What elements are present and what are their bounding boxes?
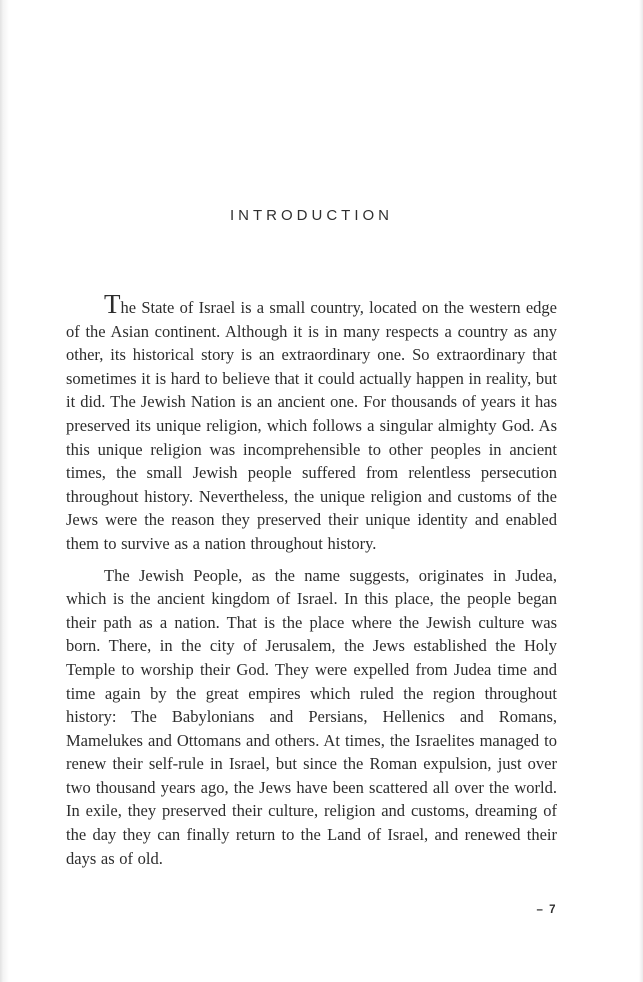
body-text <box>66 289 557 870</box>
page-edge-shadow-right <box>639 0 643 982</box>
paragraph-2: The Jewish People, as the name suggests, originates in Judea, which is the ancient kingdom of Israel. In this place, the people began their path as a nation. That is the place where the Jewish culture was born. There, in the city of Jerusalem, the Jews established the Holy Temple to worship their God. They were expelled from Judea time and time again by the great empires which ruled the region throughout history: The Babylonians and Persians, Hellenics and Romans, Mamelukes and Ottomans and others. At times, the Israelites managed to renew their self-rule in Israel, but since the Roman expulsion, just over two thousand years ago, the Jews have been scattered all over the world. In exile, they preserved their culture, religion and customs, dreaming of the day they can finally return to the Land of Israel, and renewed their days as of old. <box>66 565 557 868</box>
page-edge-shadow-left <box>0 0 9 982</box>
chapter-title: INTRODUCTION <box>230 207 393 224</box>
page-number: – 7 <box>536 904 557 916</box>
paragraph-1: The State of Israel is a small country, located on the western edge of the Asian continent. Although it is in many respects a country as any other, its historical story is an extraordinary one. So extraordinary that sometimes it is hard to believe that it could actually happen in reality, but it did. The Jewish Nation is an ancient one. For thousands of years it has preserved its unique religion, which follows a singular almighty God. As this unique religion was incomprehensible to other peoples in ancient times, the small Jewish people suffered from relentless persecution throughout history. Nevertheless, the unique religion and customs of the Jews were the reason they preserved their unique identity and enabled them to survive as a nation throughout history. <box>66 289 557 553</box>
